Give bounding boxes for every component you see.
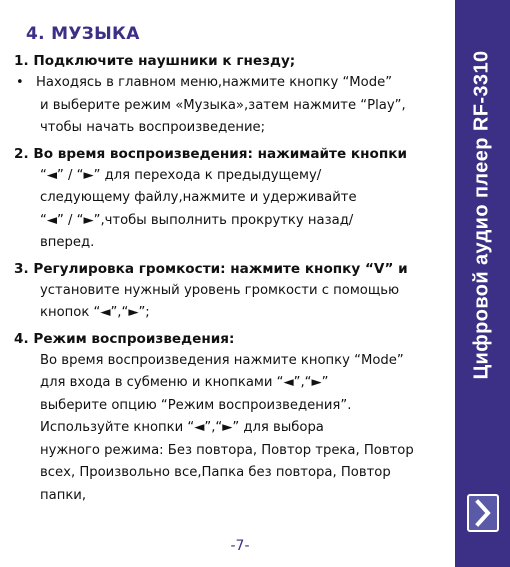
next-page-button[interactable] (467, 494, 499, 532)
instruction-line: Используйте кнопки “◄”,“►” для выбора (40, 420, 324, 435)
instruction-line: для входа в субменю и кнопками “◄”,“►” (40, 375, 329, 390)
instruction-line: установите нужный уровень громкости с помощью (40, 282, 400, 298)
instruction-line: выберите опцию “Режим воспроизведения”. (40, 397, 352, 413)
instruction-line: “◄” / “►”,чтобы выполнить прокрутку назад/ (40, 212, 354, 228)
instruction-line: и выберите режим «Музыка»,затем нажмите “Play”, (40, 97, 406, 113)
page-title: 4. МУЗЫКА (26, 24, 140, 44)
section-heading: 2. Во время воспроизведения: нажимайте кнопки (14, 145, 407, 162)
chevron-right-icon (469, 496, 497, 530)
instruction-line: всех, Произвольно все,Папка без повтора, Повтор (40, 465, 391, 480)
instruction-line: папки, (40, 487, 87, 503)
section-volume (14, 258, 444, 325)
manual-page-content (14, 24, 444, 507)
section-connect-headphones (14, 50, 444, 140)
section-play-mode (14, 328, 444, 508)
instruction-line: следующему файлу,нажмите и удерживайте (40, 190, 357, 205)
side-banner-label: Цифровой аудио плеер RF-3310 (470, 50, 493, 380)
page-number: -7- (230, 538, 250, 554)
instruction-line (14, 72, 444, 95)
instruction-line: “◄” / “►” для перехода к предыдущему/ (40, 167, 322, 183)
instruction-line: нужного режима: Без повтора, Повтор трека, Повтор (40, 442, 414, 458)
section-heading: 3. Регулировка громкости: нажмите кнопку “V” и (14, 260, 408, 277)
bullet-mark: • (16, 75, 24, 90)
section-heading: 1. Подключите наушники к гнезду; (14, 53, 296, 69)
instruction-line: кнопок “◄”,“►”; (40, 305, 150, 320)
instruction-line: чтобы начать воспроизведение; (40, 120, 266, 135)
section-heading: 4. Режим воспроизведения: (14, 330, 235, 347)
instruction-line: Во время воспроизведения нажмите кнопку “Mode” (40, 352, 404, 368)
instruction-text: Находясь в главном меню,нажмите кнопку “Mode” (36, 75, 393, 90)
section-during-playback (14, 143, 444, 255)
instruction-line: вперед. (40, 235, 95, 250)
